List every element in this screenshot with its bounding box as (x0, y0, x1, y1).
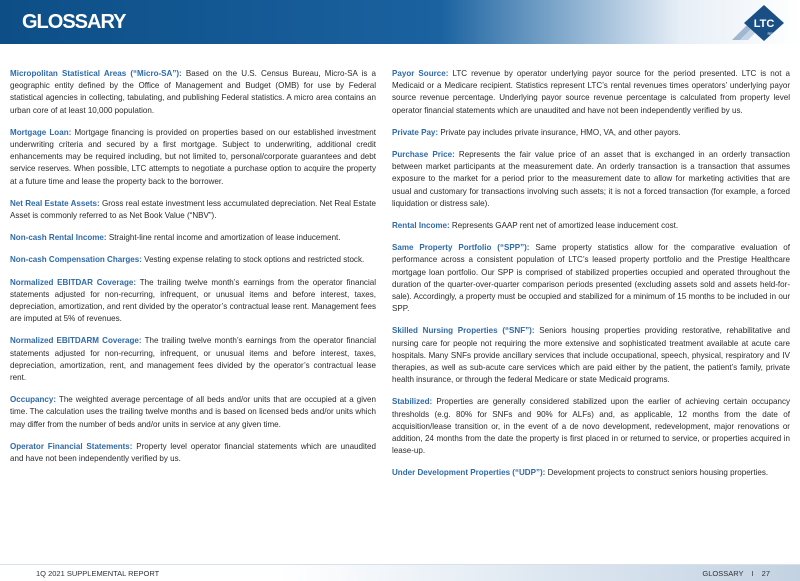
glossary-entry (10, 335, 376, 384)
glossary-term: Rental Income: (392, 221, 450, 231)
glossary-term: Occupancy: (10, 395, 57, 405)
ltc-logo (728, 2, 800, 44)
left-glossary-column (10, 68, 376, 475)
glossary-entry (10, 277, 376, 326)
glossary-definition: Based on the U.S. Census Bureau, Micro-SA is a geographic entity defined by the Office of Management and Budget (OMB) for use by Federal statistical agencies in collecting, tabulating, and publishing Federal statistics. A micro area contains an urban core of at least 10,000 population. (10, 69, 377, 115)
footer-section: GLOSSARY (702, 569, 744, 578)
page-header (0, 0, 800, 44)
glossary-definition: Development projects to construct seniors housing properties. (545, 468, 769, 478)
glossary-definition: Same property statistics allow for the comparative evaluation of performance across a consistent population of LTC’s leased property portfolio and the Prestige Healthcare mortgage loan portfolio. Our SPP is comprised of stabilized properties occupied and operated throughout the duration of the quarter-over-quarter comparison periods presented (excluding assets sold and assets held-for-sale). Accordingly, a property must be occupied and stabilized for a minimum of 15 months to be included in our SPP. (392, 243, 790, 314)
glossary-entry (392, 467, 790, 479)
glossary-entry (10, 254, 376, 266)
page-footer (0, 564, 800, 581)
glossary-definition: Properties are generally considered stabilized upon the earlier of achieving certain occupancy thresholds (e.g. 80% for SNFs and 90% for ALFs) and, as applicable, 12 months from the date of acquisition/lease transition or, in the event of a de novo development, redevelopment, major renovations or addition, 24 months from the date the property is first placed in or returned to service, or properties acquired in lease-up. (392, 397, 790, 456)
glossary-term: Payor Source: (392, 69, 449, 78)
glossary-definition: The weighted average percentage of all beds and/or units that are occupied at a given time. The calculation uses the trailing twelve months and is based on licensed beds and/or units which may differ from the number of beds and/or units in service at any given time. (10, 395, 376, 429)
report-title: 1Q 2021 SUPPLEMENTAL REPORT (36, 569, 160, 578)
glossary-entry (10, 441, 376, 465)
right-glossary-column (392, 68, 790, 490)
glossary-term: Purchase Price: (392, 150, 455, 160)
glossary-entry (392, 127, 790, 139)
glossary-definition: The trailing twelve month’s earnings from the operator financial statements adjusted for non-recurring, infrequent, or unusual items and before interest, taxes, depreciation, amortization, and rent divided by the operator’s contractual lease rent. Management fees are imputed at 5% of revenues. (10, 277, 376, 324)
glossary-term: Stabilized: (392, 397, 433, 407)
glossary-term: Normalized EBITDARM Coverage: (10, 336, 142, 346)
glossary-definition: Vesting expense relating to stock options and restricted stock. (141, 255, 365, 265)
glossary-entry (392, 325, 790, 386)
glossary-entry (10, 127, 376, 188)
glossary-definition: LTC revenue by operator underlying payor source for the period presented. LTC is not a Medicaid or a Medicare recipient. Statistics represent LTC’s rental revenues times operators’ underlying payor source revenue percentage. Underlying payor source revenue percentage is calculated from property level operator financial statements which are unaudited and have not been independently verified by us. (392, 69, 790, 115)
glossary-entry (392, 396, 790, 457)
logo-subtext: REIT (767, 31, 777, 36)
page-number: 27 (761, 569, 770, 578)
glossary-entry (392, 242, 790, 315)
glossary-term: Mortgage Loan: (10, 127, 72, 137)
glossary-term: Micropolitan Statistical Areas (“Micro-SA”): (10, 69, 182, 78)
glossary-term: Net Real Estate Assets: (10, 198, 100, 208)
logo-text: LTC (753, 18, 775, 30)
glossary-term: Non-cash Compensation Charges: (10, 255, 142, 265)
footer-separator: I (751, 569, 754, 578)
glossary-entry (392, 149, 790, 210)
glossary-definition: Mortgage financing is provided on properties based on our established investment underwriting criteria and secured by a first mortgage. Subject to underwriting, additional credit enhancements may be required including, but not limited to, personal/corporate guarantees and debt service reserves. When possible, LTC attempts to negotiate a purchase option to acquire the property at a future time and lease the property back to the borrower. (10, 127, 376, 186)
page-title: GLOSSARY (22, 11, 126, 33)
glossary-entry (10, 394, 376, 431)
glossary-definition: The trailing twelve month’s earnings from the operator financial statements adjusted for non-recurring, infrequent, or unusual items and before interest, taxes, depreciation, amortization, rent, and management fees divided by the operator’s contractual lease rent. (10, 336, 376, 383)
glossary-term: Private Pay: (392, 127, 439, 137)
glossary-entry (10, 232, 376, 244)
glossary-term: Operator Financial Statements: (10, 441, 133, 451)
glossary-term: Same Property Portfolio (“SPP”): (392, 243, 530, 253)
glossary-entry (392, 220, 790, 232)
footer-page-info (702, 569, 770, 578)
glossary-entry (10, 198, 376, 222)
glossary-definition: Private pay includes private insurance, HMO, VA, and other payors. (438, 127, 681, 137)
glossary-term: Normalized EBITDAR Coverage: (10, 277, 137, 287)
glossary-term: Under Development Properties (“UDP”): (392, 468, 546, 478)
glossary-definition: Represents GAAP rent net of amortized lease inducement cost. (449, 221, 679, 231)
glossary-definition: Seniors housing properties providing restorative, rehabilitative and nursing care for people not requiring the more extensive and sophisticated treatment available at acute care hospitals. Many SNFs provide ancillary services that include occupational, speech, physical, respiratory and IV therapies, as well as sub-acute care services which are paid either by the patient, the patient’s family, private health insurance, or through the federal Medicare or state Medicaid programs. (392, 326, 790, 385)
glossary-definition: Property level operator financial statements which are unaudited and have not been independently verified by us. (10, 441, 376, 464)
glossary-term: Skilled Nursing Properties (“SNF”): (392, 326, 535, 336)
glossary-definition: Represents the fair value price of an asset that is exchanged in an orderly transaction between market participants at the measurement date. An orderly transaction is a transaction that assumes exposure to the market for a period prior to the measurement date to allow for marketing activities that are usual and customary for transactions involving such assets; it is not a forced transaction (for example, a forced liquidation or distress sale). (392, 150, 790, 208)
glossary-entry (392, 68, 790, 117)
glossary-definition: Straight-line rental income and amortization of lease inducement. (106, 233, 341, 243)
glossary-definition: Gross real estate investment less accumulated depreciation. Net Real Estate Asset is commonly referred to as Net Book Value (“NBV”). (10, 198, 376, 221)
glossary-term: Non-cash Rental Income: (10, 233, 107, 243)
glossary-entry (10, 68, 376, 117)
